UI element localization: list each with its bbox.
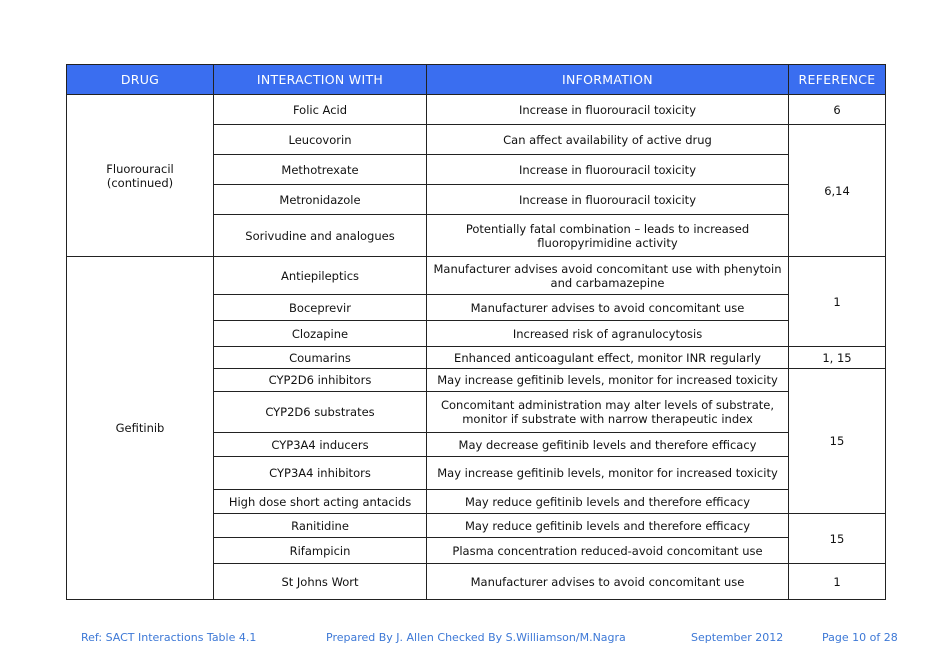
header-drug: DRUG	[67, 65, 214, 95]
reference-cell: 6	[789, 95, 886, 125]
information-cell: Manufacturer advises avoid concomitant use with phenytoin and carbamazepine	[427, 257, 789, 295]
interaction-cell: Sorivudine and analogues	[214, 215, 427, 257]
information-cell: May reduce gefitinib levels and therefore efficacy	[427, 514, 789, 538]
reference-cell: 1	[789, 257, 886, 347]
information-cell: May increase gefitinib levels, monitor for increased toxicity	[427, 457, 789, 490]
header-reference: REFERENCE	[789, 65, 886, 95]
interaction-cell: CYP3A4 inhibitors	[214, 457, 427, 490]
table-row	[67, 257, 886, 295]
reference-cell: 15	[789, 514, 886, 564]
interactions-table	[66, 64, 886, 600]
interaction-cell: Boceprevir	[214, 295, 427, 321]
interaction-cell: St Johns Wort	[214, 564, 427, 600]
interaction-cell: Methotrexate	[214, 155, 427, 185]
interaction-cell: Folic Acid	[214, 95, 427, 125]
footer-ref: Ref: SACT Interactions Table 4.1	[81, 631, 257, 644]
interaction-cell: Leucovorin	[214, 125, 427, 155]
reference-cell: 15	[789, 369, 886, 514]
drug-name-line: (continued)	[106, 175, 174, 190]
reference-cell: 6,14	[789, 125, 886, 257]
drug-name-line: Fluorouracil	[106, 161, 174, 176]
footer-date: September 2012	[691, 631, 784, 644]
interaction-cell: CYP3A4 inducers	[214, 433, 427, 457]
interaction-cell: Metronidazole	[214, 185, 427, 215]
information-cell: Plasma concentration reduced-avoid concomitant use	[427, 538, 789, 564]
header-interaction-with: INTERACTION WITH	[214, 65, 427, 95]
table-header-row	[67, 65, 886, 95]
information-cell: Manufacturer advises to avoid concomitant use	[427, 295, 789, 321]
information-cell: Potentially fatal combination – leads to increased fluoropyrimidine activity	[427, 215, 789, 257]
information-cell: Increase in fluorouracil toxicity	[427, 185, 789, 215]
interaction-cell: CYP2D6 inhibitors	[214, 369, 427, 392]
table-row	[67, 95, 886, 125]
information-cell: Enhanced anticoagulant effect, monitor INR regularly	[427, 347, 789, 369]
interaction-cell: Clozapine	[214, 321, 427, 347]
information-cell: May increase gefitinib levels, monitor for increased toxicity	[427, 369, 789, 392]
interaction-cell: High dose short acting antacids	[214, 490, 427, 514]
interaction-cell: Rifampicin	[214, 538, 427, 564]
interaction-cell: Antiepileptics	[214, 257, 427, 295]
information-cell: Concomitant administration may alter levels of substrate, monitor if substrate with narrow therapeutic index	[427, 392, 789, 433]
information-cell: Increase in fluorouracil toxicity	[427, 95, 789, 125]
reference-cell: 1	[789, 564, 886, 600]
information-cell: Can affect availability of active drug	[427, 125, 789, 155]
footer-prepared-by: Prepared By J. Allen Checked By S.Williamson/M.Nagra	[326, 631, 626, 644]
interaction-cell: Ranitidine	[214, 514, 427, 538]
footer-page-number: Page 10 of 28	[822, 631, 898, 644]
information-cell: May decrease gefitinib levels and therefore efficacy	[427, 433, 789, 457]
header-information: INFORMATION	[427, 65, 789, 95]
information-cell: Increased risk of agranulocytosis	[427, 321, 789, 347]
information-cell: May reduce gefitinib levels and therefore efficacy	[427, 490, 789, 514]
drug-cell	[67, 95, 214, 257]
reference-cell: 1, 15	[789, 347, 886, 369]
information-cell: Manufacturer advises to avoid concomitant use	[427, 564, 789, 600]
interaction-cell: Coumarins	[214, 347, 427, 369]
drug-cell: Gefitinib	[67, 257, 214, 600]
information-cell: Increase in fluorouracil toxicity	[427, 155, 789, 185]
interaction-cell: CYP2D6 substrates	[214, 392, 427, 433]
